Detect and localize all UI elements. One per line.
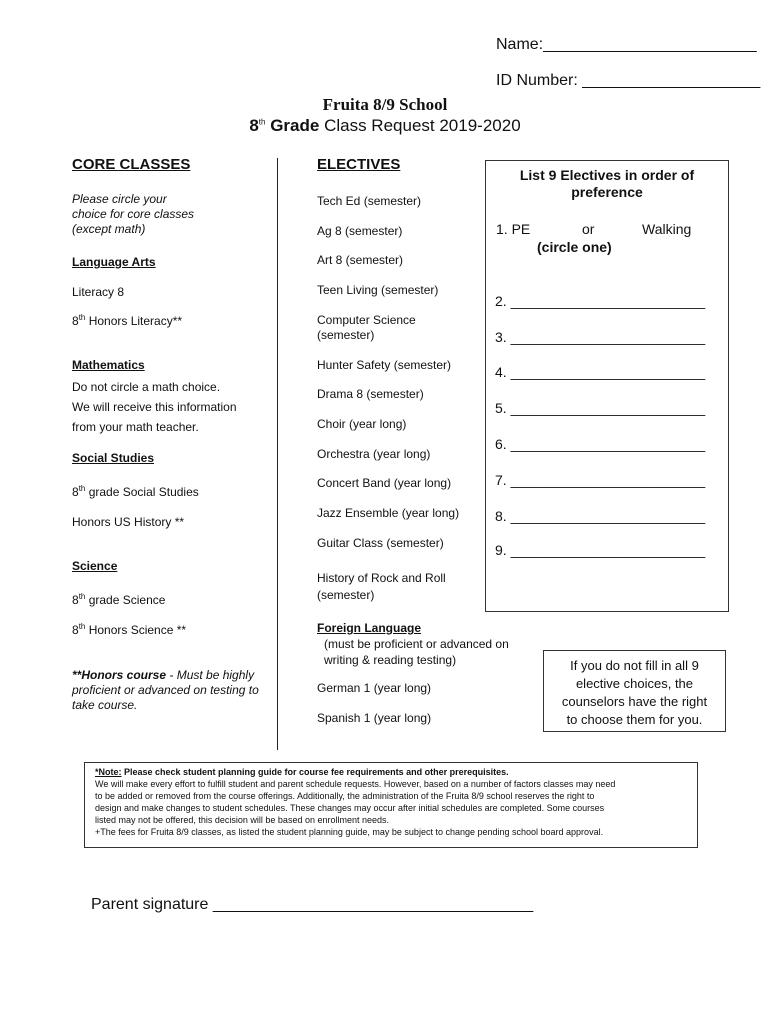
parent-signature-field[interactable]: Parent signature ____________________________________ [91, 896, 534, 913]
preference-line-4[interactable]: 4. _________________________ [495, 364, 706, 380]
elective-computer-science[interactable]: Computer Science (semester) [317, 313, 416, 342]
elective-history-rock-roll[interactable]: History of Rock and Roll (semester) [317, 571, 446, 602]
elective-ag-8[interactable]: Ag 8 (semester) [317, 224, 403, 238]
course-honors-literacy[interactable]: 8th Honors Literacy** [72, 313, 183, 328]
language-arts-heading: Language Arts [72, 255, 156, 269]
note-box: *Note: Please check student planning guide for course fee requirements and other prerequisites. We will make every effort to fulfill student and parent schedule requests. However, based on a number of factors classes may need to be added or removed from the course offerings. Additionally, the administration of the Fruita 8/9 school reserves the right to design and make changes to student schedules. These changes may occur after initial schedules are completed. Some courses listed may not be offered, this decision will be based on enrollment needs. +The fees for Fruita 8/9 classes, as listed the student planning guide, may be subject to change pending school board approval. [84, 762, 698, 848]
science-heading: Science [72, 559, 118, 573]
course-science[interactable]: 8th grade Science [72, 592, 166, 607]
preference-line-6[interactable]: 6. _________________________ [495, 436, 706, 452]
elective-jazz-ensemble[interactable]: Jazz Ensemble (year long) [317, 506, 460, 520]
foreign-language-heading: Foreign Language [317, 621, 422, 635]
course-honors-science[interactable]: 8th Honors Science ** [72, 622, 187, 637]
counselor-notice: If you do not fill in all 9 elective choices, the counselors have the right to choose them for you. [543, 650, 726, 732]
elective-orchestra[interactable]: Orchestra (year long) [317, 447, 431, 461]
preference-line-9[interactable]: 9. _________________________ [495, 542, 706, 558]
core-instruction: Please circle your choice for core classes (except math) [72, 192, 195, 236]
mathematics-heading: Mathematics [72, 358, 145, 372]
preference-line-3[interactable]: 3. _________________________ [495, 329, 706, 345]
preference-line-7[interactable]: 7. _________________________ [495, 472, 706, 488]
math-note: Do not circle a math choice. We will receive this information from your math teacher. [72, 380, 237, 434]
preference-line-2[interactable]: 2. _________________________ [495, 293, 706, 309]
core-classes-heading: CORE CLASSES [72, 156, 191, 173]
column-divider [277, 158, 278, 750]
circle-one-label: (circle one) [537, 239, 612, 255]
elective-hunter-safety[interactable]: Hunter Safety (semester) [317, 358, 452, 372]
name-field[interactable]: Name:________________________ [496, 36, 757, 53]
elective-art-8[interactable]: Art 8 (semester) [317, 253, 404, 267]
page-title: 8th Grade Class Request 2019-2020 [249, 116, 521, 135]
elective-tech-ed[interactable]: Tech Ed (semester) [317, 194, 422, 208]
elective-choir[interactable]: Choir (year long) [317, 417, 407, 431]
elective-drama-8[interactable]: Drama 8 (semester) [317, 387, 424, 401]
electives-heading: ELECTIVES [317, 156, 401, 173]
foreign-language-note: (must be proficient or advanced on writing & reading testing) [324, 637, 509, 667]
social-studies-heading: Social Studies [72, 451, 155, 465]
elective-spanish-1[interactable]: Spanish 1 (year long) [317, 711, 432, 725]
honors-course-note: **Honors course - Must be highly proficient or advanced on testing to take course. [72, 668, 259, 712]
preference-line-1[interactable]: 1. PE or Walking [496, 221, 692, 237]
elective-teen-living[interactable]: Teen Living (semester) [317, 283, 439, 297]
elective-concert-band[interactable]: Concert Band (year long) [317, 476, 452, 490]
course-honors-us-history[interactable]: Honors US History ** [72, 515, 185, 529]
id-number-field[interactable]: ID Number: ____________________ [496, 72, 761, 89]
preference-line-8[interactable]: 8. _________________________ [495, 508, 706, 524]
elective-guitar-class[interactable]: Guitar Class (semester) [317, 536, 444, 550]
school-title: Fruita 8/9 School [322, 95, 448, 114]
elective-german-1[interactable]: German 1 (year long) [317, 681, 432, 695]
preference-box-title: List 9 Electives in order of preference [519, 167, 695, 200]
course-literacy-8[interactable]: Literacy 8 [72, 285, 125, 299]
course-social-studies[interactable]: 8th grade Social Studies [72, 484, 199, 499]
preference-line-5[interactable]: 5. _________________________ [495, 400, 706, 416]
